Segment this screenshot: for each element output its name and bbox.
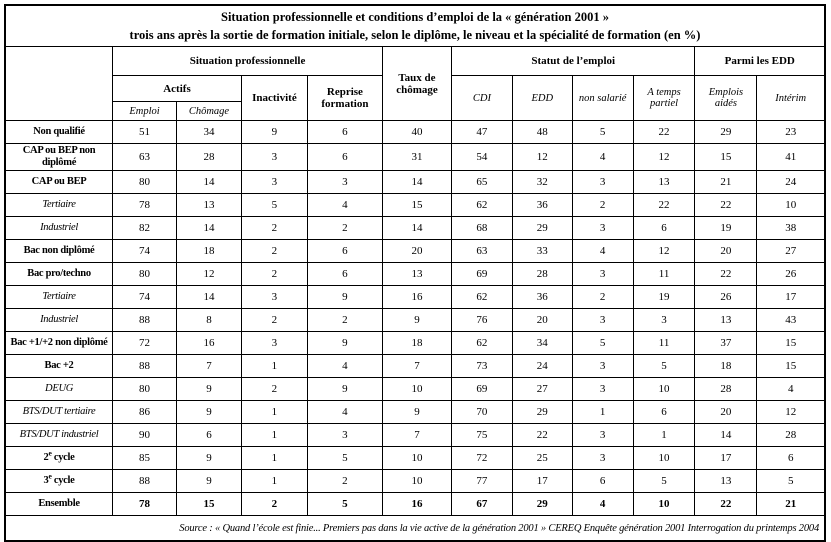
data-cell: 28 — [757, 424, 825, 447]
row-label: BTS/DUT tertiaire — [5, 401, 113, 424]
data-cell: 22 — [633, 121, 695, 144]
data-cell: 31 — [382, 144, 451, 171]
table-row — [5, 401, 825, 424]
data-cell: 3 — [572, 447, 633, 470]
data-cell: 54 — [451, 144, 512, 171]
data-cell: 36 — [512, 194, 572, 217]
data-cell: 80 — [113, 378, 177, 401]
data-cell: 6 — [307, 263, 382, 286]
data-cell: 20 — [695, 401, 757, 424]
data-cell: 37 — [695, 332, 757, 355]
data-cell: 15 — [757, 355, 825, 378]
table-body — [5, 121, 825, 516]
data-cell: 3 — [572, 171, 633, 194]
data-cell: 18 — [695, 355, 757, 378]
data-cell: 3 — [241, 332, 307, 355]
data-cell: 14 — [695, 424, 757, 447]
data-cell: 18 — [176, 240, 241, 263]
data-cell: 1 — [241, 424, 307, 447]
data-cell: 10 — [633, 493, 695, 516]
data-cell: 5 — [307, 447, 382, 470]
data-cell: 74 — [113, 286, 177, 309]
data-cell: 26 — [695, 286, 757, 309]
data-cell: 7 — [176, 355, 241, 378]
data-cell: 10 — [382, 470, 451, 493]
data-cell: 6 — [633, 401, 695, 424]
data-cell: 15 — [757, 332, 825, 355]
data-cell: 1 — [633, 424, 695, 447]
data-cell: 6 — [572, 470, 633, 493]
data-cell: 29 — [512, 401, 572, 424]
header-group-row — [5, 47, 825, 76]
data-cell: 22 — [633, 194, 695, 217]
data-cell: 70 — [451, 401, 512, 424]
data-cell: 78 — [113, 194, 177, 217]
data-cell: 72 — [451, 447, 512, 470]
data-cell: 2 — [307, 217, 382, 240]
data-cell: 3 — [572, 263, 633, 286]
data-cell: 73 — [451, 355, 512, 378]
data-cell: 22 — [695, 493, 757, 516]
data-cell: 4 — [307, 355, 382, 378]
data-cell: 2 — [241, 263, 307, 286]
data-cell: 14 — [176, 217, 241, 240]
data-cell: 9 — [307, 286, 382, 309]
data-cell: 29 — [695, 121, 757, 144]
data-cell: 18 — [382, 332, 451, 355]
data-cell: 6 — [633, 217, 695, 240]
table-row — [5, 424, 825, 447]
title-line-1: Situation professionnelle et conditions d’emploi de la « génération 2001 » — [221, 10, 609, 24]
data-cell: 2 — [572, 194, 633, 217]
data-cell: 8 — [176, 309, 241, 332]
data-cell: 13 — [382, 263, 451, 286]
data-cell: 3 — [572, 309, 633, 332]
title-row — [5, 5, 825, 47]
data-cell: 9 — [382, 309, 451, 332]
table-row — [5, 217, 825, 240]
data-cell: 69 — [451, 378, 512, 401]
data-cell: 2 — [241, 309, 307, 332]
row-label: CAP ou BEP non diplômé — [5, 144, 113, 171]
data-cell: 21 — [757, 493, 825, 516]
table-title — [5, 5, 825, 47]
data-cell: 6 — [176, 424, 241, 447]
data-cell: 9 — [307, 332, 382, 355]
data-cell: 14 — [382, 171, 451, 194]
data-cell: 68 — [451, 217, 512, 240]
data-cell: 47 — [451, 121, 512, 144]
data-cell: 12 — [633, 240, 695, 263]
data-cell: 28 — [512, 263, 572, 286]
data-cell: 3 — [307, 171, 382, 194]
data-cell: 62 — [451, 332, 512, 355]
col-header-cdi: CDI — [451, 76, 512, 121]
data-cell: 10 — [382, 378, 451, 401]
data-cell: 4 — [307, 194, 382, 217]
data-cell: 6 — [307, 240, 382, 263]
data-cell: 20 — [512, 309, 572, 332]
data-cell: 15 — [695, 144, 757, 171]
data-cell: 5 — [572, 332, 633, 355]
row-label: Non qualifié — [5, 121, 113, 144]
row-label: DEUG — [5, 378, 113, 401]
table-row — [5, 355, 825, 378]
data-cell: 11 — [633, 332, 695, 355]
corner-cell — [5, 47, 113, 121]
data-cell: 2 — [572, 286, 633, 309]
data-cell: 40 — [382, 121, 451, 144]
data-cell: 22 — [695, 194, 757, 217]
data-cell: 62 — [451, 194, 512, 217]
data-cell: 3 — [241, 171, 307, 194]
data-cell: 9 — [382, 401, 451, 424]
row-label: Industriel — [5, 217, 113, 240]
row-label: Bac pro/techno — [5, 263, 113, 286]
data-cell: 19 — [633, 286, 695, 309]
data-cell: 22 — [695, 263, 757, 286]
data-cell: 34 — [176, 121, 241, 144]
data-cell: 27 — [757, 240, 825, 263]
data-cell: 69 — [451, 263, 512, 286]
table-row — [5, 240, 825, 263]
data-cell: 10 — [757, 194, 825, 217]
data-cell: 15 — [176, 493, 241, 516]
table-row — [5, 493, 825, 516]
data-cell: 13 — [695, 470, 757, 493]
data-cell: 2 — [241, 378, 307, 401]
table-row — [5, 171, 825, 194]
data-cell: 12 — [633, 144, 695, 171]
col-header-non-salarie: non salarié — [572, 76, 633, 121]
data-cell: 4 — [307, 401, 382, 424]
data-cell: 6 — [307, 121, 382, 144]
data-cell: 86 — [113, 401, 177, 424]
data-cell: 20 — [695, 240, 757, 263]
data-cell: 82 — [113, 217, 177, 240]
row-label: BTS/DUT industriel — [5, 424, 113, 447]
data-cell: 5 — [633, 470, 695, 493]
data-cell: 1 — [572, 401, 633, 424]
data-cell: 24 — [757, 171, 825, 194]
data-cell: 27 — [512, 378, 572, 401]
source-note: Source : « Quand l’école est finie... Premiers pas dans la vie active de la génération 2001 » CEREQ Enquête génération 2001 Interrogation du printemps 2004 — [5, 516, 825, 542]
data-cell: 29 — [512, 493, 572, 516]
data-cell: 77 — [451, 470, 512, 493]
data-cell: 4 — [572, 144, 633, 171]
row-label: 3e cycle — [5, 470, 113, 493]
data-cell: 12 — [176, 263, 241, 286]
data-cell: 10 — [382, 447, 451, 470]
data-cell: 12 — [512, 144, 572, 171]
row-label: Bac +2 — [5, 355, 113, 378]
data-cell: 28 — [176, 144, 241, 171]
data-cell: 5 — [307, 493, 382, 516]
data-cell: 2 — [241, 493, 307, 516]
source-row — [5, 516, 825, 542]
data-cell: 2 — [241, 240, 307, 263]
data-cell: 3 — [241, 144, 307, 171]
table-row — [5, 447, 825, 470]
generation-2001-table — [4, 4, 826, 542]
row-label: 2e cycle — [5, 447, 113, 470]
data-cell: 41 — [757, 144, 825, 171]
data-cell: 14 — [176, 286, 241, 309]
data-cell: 14 — [382, 217, 451, 240]
data-cell: 9 — [176, 378, 241, 401]
data-cell: 32 — [512, 171, 572, 194]
data-cell: 76 — [451, 309, 512, 332]
data-cell: 11 — [633, 263, 695, 286]
data-cell: 16 — [382, 286, 451, 309]
data-cell: 63 — [113, 144, 177, 171]
data-cell: 75 — [451, 424, 512, 447]
data-cell: 13 — [176, 194, 241, 217]
data-cell: 9 — [241, 121, 307, 144]
col-group-actifs: Actifs — [113, 76, 242, 102]
data-cell: 22 — [512, 424, 572, 447]
data-cell: 80 — [113, 171, 177, 194]
data-cell: 15 — [382, 194, 451, 217]
data-cell: 88 — [113, 355, 177, 378]
data-cell: 16 — [382, 493, 451, 516]
col-group-parmi-les-edd: Parmi les EDD — [695, 47, 825, 76]
data-cell: 38 — [757, 217, 825, 240]
data-cell: 5 — [633, 355, 695, 378]
data-cell: 63 — [451, 240, 512, 263]
data-cell: 74 — [113, 240, 177, 263]
data-cell: 3 — [572, 424, 633, 447]
data-cell: 67 — [451, 493, 512, 516]
data-cell: 3 — [572, 355, 633, 378]
row-label: Tertiaire — [5, 286, 113, 309]
data-cell: 6 — [307, 144, 382, 171]
data-cell: 65 — [451, 171, 512, 194]
data-cell: 20 — [382, 240, 451, 263]
data-cell: 90 — [113, 424, 177, 447]
data-cell: 6 — [757, 447, 825, 470]
data-cell: 51 — [113, 121, 177, 144]
data-cell: 17 — [757, 286, 825, 309]
data-cell: 21 — [695, 171, 757, 194]
table-row — [5, 470, 825, 493]
table-row — [5, 194, 825, 217]
col-header-taux-de-chomage: Taux de chômage — [382, 47, 451, 121]
col-header-interim: Intérim — [757, 76, 825, 121]
data-cell: 4 — [757, 378, 825, 401]
data-cell: 5 — [572, 121, 633, 144]
data-cell: 5 — [757, 470, 825, 493]
col-header-reprise-formation: Reprise formation — [307, 76, 382, 121]
col-header-emploi: Emploi — [113, 102, 177, 121]
col-group-statut-de-l-emploi: Statut de l’emploi — [451, 47, 695, 76]
table-row — [5, 121, 825, 144]
data-cell: 3 — [572, 217, 633, 240]
row-label: Bac non diplômé — [5, 240, 113, 263]
col-header-a-temps-partiel: A temps partiel — [633, 76, 695, 121]
title-line-2: trois ans après la sortie de formation initiale, selon le diplôme, le niveau et la spécialité de formation (en %) — [129, 28, 701, 43]
data-cell: 5 — [241, 194, 307, 217]
data-cell: 9 — [307, 378, 382, 401]
data-cell: 88 — [113, 309, 177, 332]
data-cell: 80 — [113, 263, 177, 286]
data-cell: 13 — [695, 309, 757, 332]
data-cell: 36 — [512, 286, 572, 309]
data-cell: 17 — [695, 447, 757, 470]
row-label: CAP ou BEP — [5, 171, 113, 194]
data-cell: 10 — [633, 447, 695, 470]
data-cell: 14 — [176, 171, 241, 194]
data-cell: 24 — [512, 355, 572, 378]
data-cell: 23 — [757, 121, 825, 144]
data-cell: 25 — [512, 447, 572, 470]
table-row — [5, 144, 825, 171]
row-label: Bac +1/+2 non diplômé — [5, 332, 113, 355]
data-cell: 4 — [572, 493, 633, 516]
data-cell: 4 — [572, 240, 633, 263]
data-cell: 2 — [241, 217, 307, 240]
col-group-situation-professionnelle: Situation professionnelle — [113, 47, 383, 76]
data-cell: 88 — [113, 470, 177, 493]
data-cell: 13 — [633, 171, 695, 194]
col-header-chomage: Chômage — [176, 102, 241, 121]
data-cell: 34 — [512, 332, 572, 355]
data-cell: 29 — [512, 217, 572, 240]
data-cell: 7 — [382, 355, 451, 378]
table-row — [5, 263, 825, 286]
data-cell: 3 — [241, 286, 307, 309]
data-cell: 12 — [757, 401, 825, 424]
col-header-edd: EDD — [512, 76, 572, 121]
col-header-inactivite: Inactivité — [241, 76, 307, 121]
table-row — [5, 309, 825, 332]
data-cell: 17 — [512, 470, 572, 493]
data-cell: 1 — [241, 355, 307, 378]
data-cell: 19 — [695, 217, 757, 240]
table-row — [5, 332, 825, 355]
data-cell: 72 — [113, 332, 177, 355]
col-header-emplois-aides: Emplois aidés — [695, 76, 757, 121]
row-label: Ensemble — [5, 493, 113, 516]
data-cell: 3 — [633, 309, 695, 332]
data-cell: 2 — [307, 470, 382, 493]
data-cell: 3 — [572, 378, 633, 401]
data-cell: 78 — [113, 493, 177, 516]
row-label: Industriel — [5, 309, 113, 332]
data-cell: 28 — [695, 378, 757, 401]
data-cell: 16 — [176, 332, 241, 355]
data-cell: 33 — [512, 240, 572, 263]
data-cell: 1 — [241, 470, 307, 493]
data-cell: 85 — [113, 447, 177, 470]
data-cell: 62 — [451, 286, 512, 309]
data-cell: 9 — [176, 447, 241, 470]
data-cell: 10 — [633, 378, 695, 401]
data-cell: 1 — [241, 401, 307, 424]
data-cell: 3 — [307, 424, 382, 447]
data-cell: 7 — [382, 424, 451, 447]
data-cell: 1 — [241, 447, 307, 470]
table-row — [5, 286, 825, 309]
data-cell: 26 — [757, 263, 825, 286]
data-cell: 9 — [176, 470, 241, 493]
table-row — [5, 378, 825, 401]
row-label: Tertiaire — [5, 194, 113, 217]
data-cell: 43 — [757, 309, 825, 332]
data-cell: 2 — [307, 309, 382, 332]
data-cell: 48 — [512, 121, 572, 144]
data-cell: 9 — [176, 401, 241, 424]
